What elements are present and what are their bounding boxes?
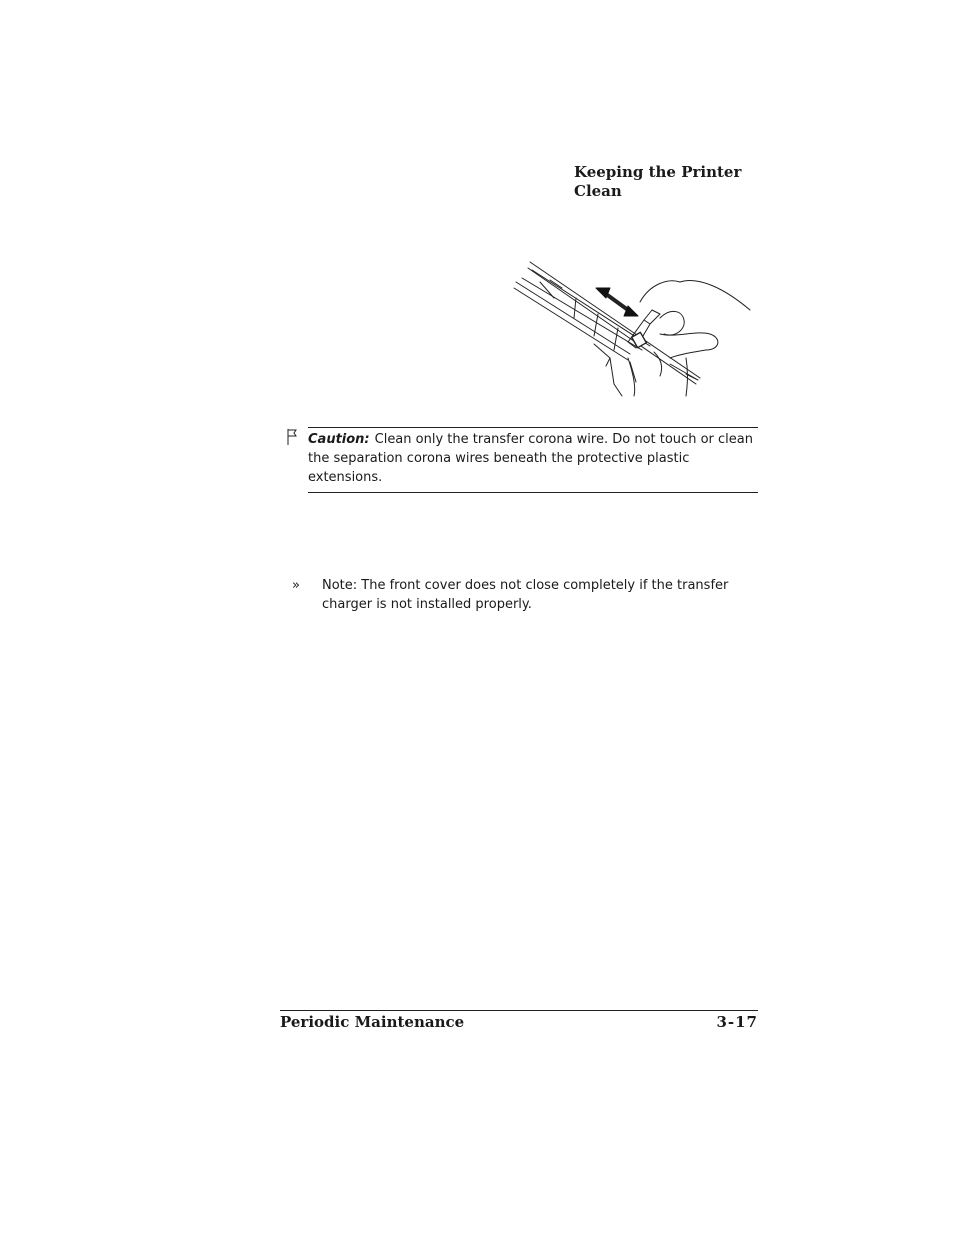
section-heading (574, 163, 774, 201)
caution-body: Clean only the transfer corona wire. Do not touch or clean the separation corona wires beneath the protective plastic extensions. (308, 432, 753, 485)
footer-chapter-title: Periodic Maintenance (280, 1013, 465, 1031)
transfer-corona-cleaning-illustration (510, 258, 760, 400)
note-text: Note: The front cover does not close completely if the transfer charger is not installed properly. (322, 578, 729, 612)
caution-label: Caution: (308, 432, 370, 447)
caution-flag-icon (286, 428, 300, 446)
section-heading-line-1: Keeping the Printer (574, 163, 742, 181)
caution-message (308, 430, 760, 487)
footer-divider (280, 1010, 758, 1011)
note-marker: » (292, 578, 300, 593)
footer-page-number: 3-17 (716, 1013, 758, 1031)
section-heading-line-2: Clean (574, 182, 622, 200)
